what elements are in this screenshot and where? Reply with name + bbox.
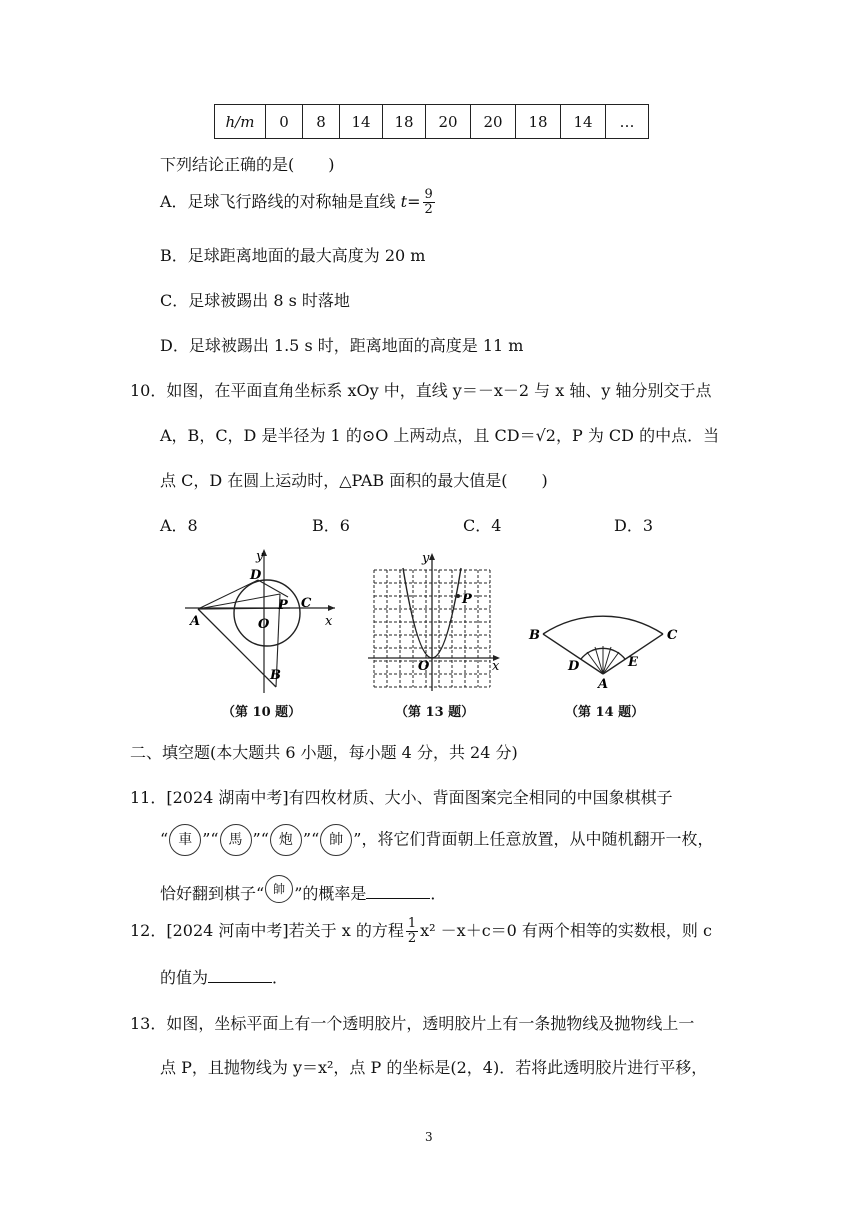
- table-cell: 18: [383, 105, 426, 139]
- q10-option-a: A．8: [160, 516, 198, 535]
- q11-line3: 恰好翻到棋子“ 帥 ”的概率是 ．: [160, 875, 446, 904]
- figure-14-caption: （第 14 题）: [565, 705, 645, 720]
- q10-line3: 点 C，D 在圆上运动时，△PAB 面积的最大值是( ): [160, 471, 548, 490]
- fig10-label-o: O: [258, 617, 270, 632]
- q9-prompt: 下列结论正确的是( ): [160, 155, 335, 174]
- table-cell: 20: [426, 105, 471, 139]
- fig14-label-e: E: [628, 655, 638, 670]
- chess-piece-che: 車: [169, 824, 201, 856]
- q10-line2: A，B，C，D 是半径为 1 的⊙O 上两动点，且 CD＝√2，P 为 CD 的中点．当: [160, 426, 720, 445]
- q9-option-b: B．足球距离地面的最大高度为 20 m: [160, 246, 426, 265]
- fig13-label-p: P: [462, 592, 472, 607]
- q10-option-c: C．4: [463, 516, 502, 535]
- table-cell: 14: [340, 105, 383, 139]
- q11-line2: “ 車 ”“ 馬 ”“ 炮 ”“ 帥 ”，将它们背面朝上任意放置，从中随机翻开一枚，: [160, 824, 713, 856]
- fig10-label-p: P: [278, 598, 288, 613]
- q13-line1: 13．如图，坐标平面上有一个透明胶片，透明胶片上有一条抛物线及抛物线上一: [130, 1014, 695, 1033]
- figure-10-caption: （第 10 题）: [222, 705, 302, 720]
- chess-piece-pao: 炮: [270, 824, 302, 856]
- sqrt-value: √2: [535, 426, 556, 445]
- q10-option-d: D．3: [614, 516, 654, 535]
- answer-blank: [208, 970, 272, 983]
- q10-option-b: B．6: [312, 516, 350, 535]
- figure-13: [368, 548, 508, 693]
- fig14-label-a: A: [598, 677, 609, 692]
- fig10-label-y: y: [256, 549, 264, 564]
- q9-option-c: C．足球被踢出 8 s 时落地: [160, 291, 350, 310]
- fig10-label-a: A: [190, 614, 201, 629]
- chess-piece-shuai: 帥: [265, 875, 293, 903]
- q10-line1: 10．如图，在平面直角坐标系 xOy 中，直线 y＝－x－2 与 x 轴、y 轴分别交于点: [130, 381, 712, 400]
- table-cell: 0: [266, 105, 303, 139]
- table-cell: 18: [516, 105, 561, 139]
- table-cell: …: [606, 105, 649, 139]
- chess-piece-ma: 馬: [220, 824, 252, 856]
- height-table: [214, 104, 649, 139]
- fig14-label-c: C: [667, 628, 678, 643]
- figure-14: [525, 562, 685, 692]
- answer-blank: [366, 886, 430, 899]
- fig14-label-d: D: [568, 659, 580, 674]
- table-cell: 14: [561, 105, 606, 139]
- fraction: $\frac{9}{2}$: [424, 187, 433, 217]
- fig10-label-x: x: [325, 614, 333, 629]
- fig13-label-y: y: [422, 551, 430, 566]
- chess-piece-shuai: 帥: [320, 824, 352, 856]
- fraction: $\frac{1}{2}$: [407, 916, 417, 946]
- fig13-label-o: O: [418, 659, 430, 674]
- q9-option-a: A．足球飞行路线的对称轴是直线 t= $\frac{9}{2}$: [160, 187, 433, 217]
- q13-line2: 点 P，且抛物线为 y＝x²，点 P 的坐标是(2，4)．若将此透明胶片进行平移，: [160, 1058, 708, 1077]
- q12-line1: 12．[2024 河南中考]若关于 x 的方程 $\frac{1}{2}$ x² －x＋c＝0 有两个相等的实数根，则 c: [130, 916, 712, 946]
- figure-13-caption: （第 13 题）: [395, 705, 475, 720]
- table-cell: 8: [303, 105, 340, 139]
- section-heading: 二、填空题(本大题共 6 小题，每小题 4 分，共 24 分): [130, 743, 518, 762]
- fig14-label-b: B: [529, 628, 540, 643]
- q9-option-d: D．足球被踢出 1.5 s 时，距离地面的高度是 11 m: [160, 336, 524, 355]
- fig13-label-x: x: [492, 659, 500, 674]
- fig10-label-d: D: [250, 568, 262, 583]
- table-header-cell: h/m: [215, 105, 266, 139]
- q11-line1: 11．[2024 湖南中考]有四枚材质、大小、背面图案完全相同的中国象棋棋子: [130, 788, 673, 807]
- fig10-label-b: B: [270, 668, 281, 683]
- q12-line2: 的值为 ．: [160, 968, 289, 987]
- page-number: 3: [425, 1130, 433, 1144]
- table-row: [215, 105, 649, 139]
- figure-10: [180, 545, 340, 695]
- table-cell: 20: [471, 105, 516, 139]
- fig10-label-c: C: [301, 596, 312, 611]
